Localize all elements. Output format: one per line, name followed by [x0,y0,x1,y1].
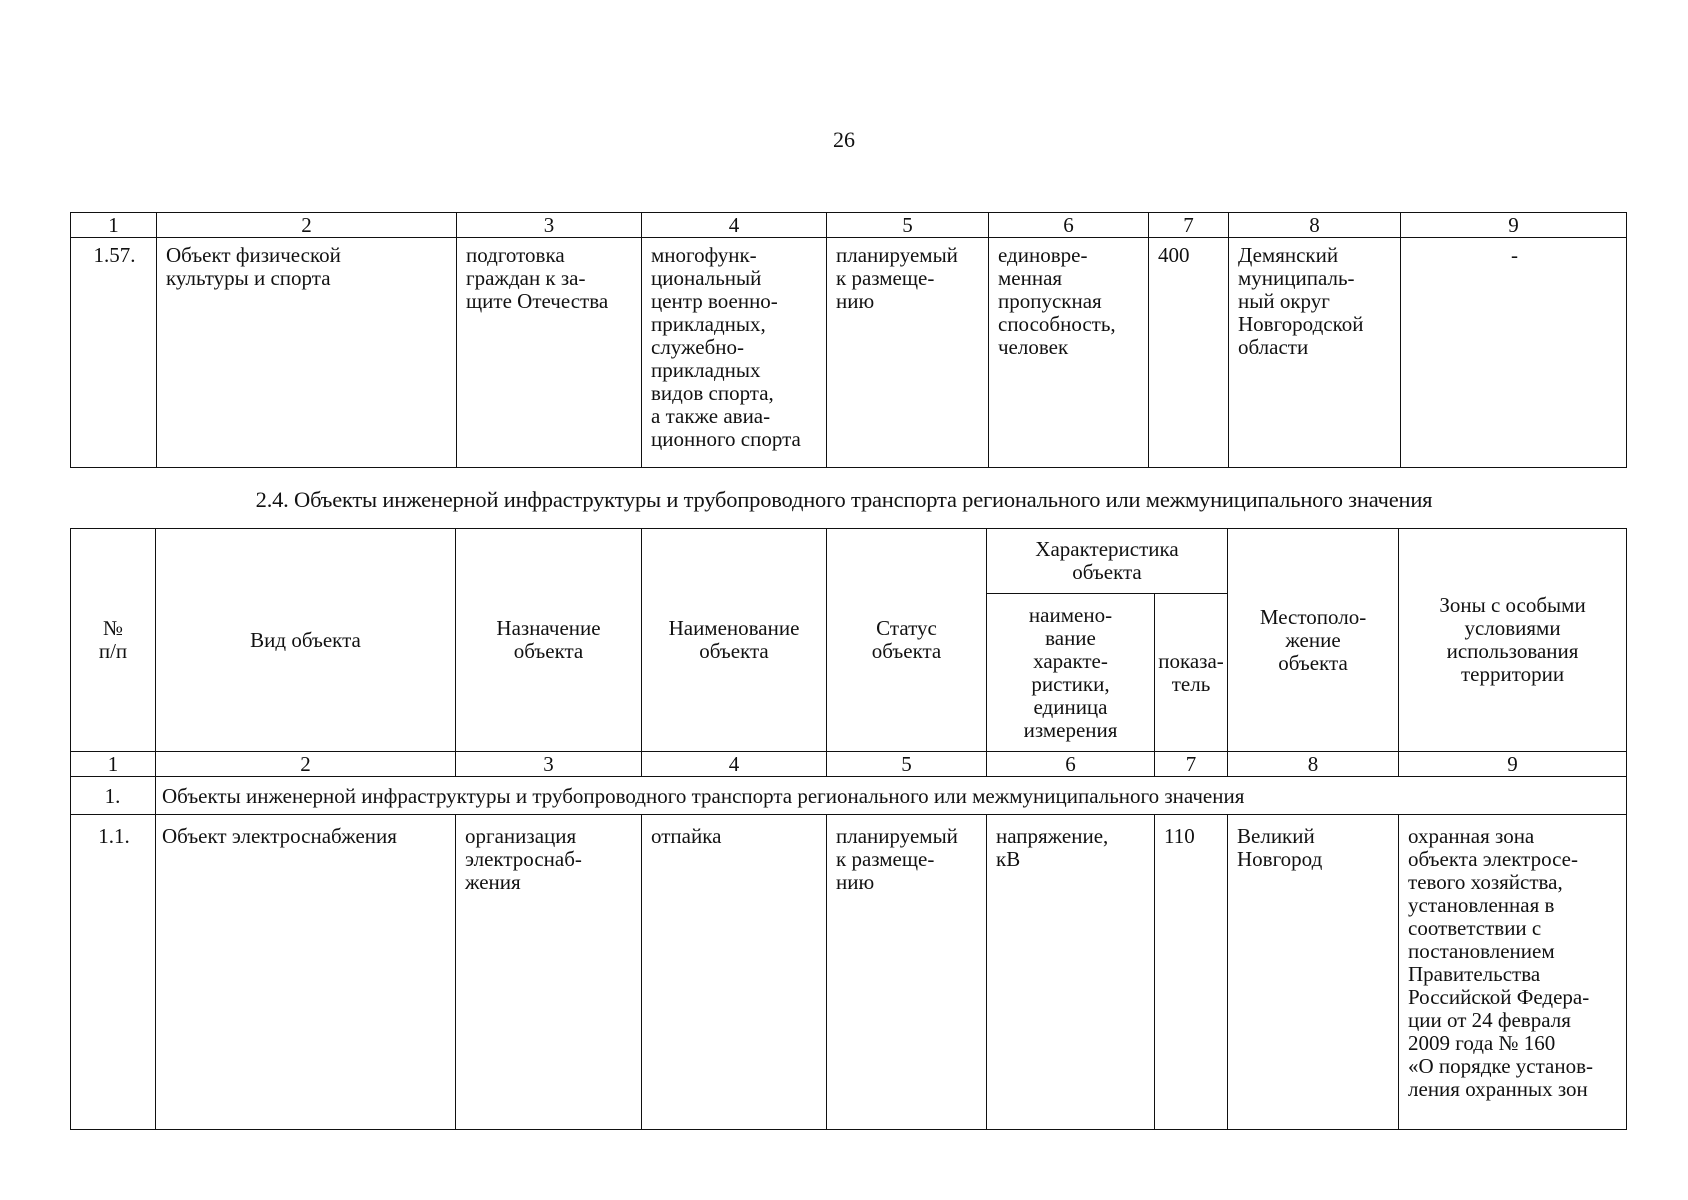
column-number: 9 [1399,752,1627,777]
column-number: 5 [827,213,989,238]
column-number: 9 [1401,213,1627,238]
column-number: 7 [1155,752,1228,777]
type-cell [157,238,457,468]
column-number: 8 [1228,752,1399,777]
row-number: 1.57. [93,243,136,267]
table-engineering-objects [70,528,1627,1130]
char-value-cell [1155,815,1228,1130]
characteristic-value: 400 [1158,243,1190,267]
column-number: 2 [156,752,456,777]
column-number: 3 [456,752,642,777]
header-char-value-label: показа- тель [1158,648,1224,696]
group-row [71,777,1627,815]
header-name [642,529,827,752]
header-status [827,529,987,752]
column-number: 1 [71,213,157,238]
name-cell [642,238,827,468]
special-zones: - [1511,243,1518,267]
table-continuation [70,212,1627,468]
column-number: 2 [157,213,457,238]
column-number: 1 [71,752,156,777]
char-name-cell [989,238,1149,468]
column-number-row [71,213,1627,238]
row-number: 1.1. [98,824,130,848]
status-cell [827,238,989,468]
characteristic-value: 110 [1164,824,1195,848]
characteristic-name: напряжение, кВ [996,824,1109,871]
column-number: 7 [1149,213,1229,238]
column-number: 8 [1229,213,1401,238]
group-number: 1. [104,784,121,808]
header-row [71,529,1627,594]
object-status: планируемый к размеще- нию [836,824,958,894]
header-characteristic [987,529,1228,594]
header-location-label: Местополо- жение объекта [1259,604,1367,675]
location-cell [1228,815,1399,1130]
header-purpose [456,529,642,752]
row-number-cell [71,238,157,468]
location-cell [1229,238,1401,468]
zones-cell [1401,238,1627,468]
purpose-cell [457,238,642,468]
table-row [71,238,1627,468]
type-cell [156,815,456,1130]
header-char-value [1155,594,1228,752]
object-name: отпайка [651,824,722,848]
column-number: 4 [642,213,827,238]
object-name: многофунк- циональный центр военно- прикладных, служебно- прикладных видов спорта, а также авиа- ционного спорта [651,243,801,451]
special-zones: охранная зона объекта электросе- тевого хозяйства, установленная в соответствии с постановлением Правительства Российской Федера- ции от 24 февраля 2009 года № 160 «О порядке установ- ления охранных зон [1408,824,1593,1101]
status-cell [827,815,987,1130]
header-purpose-label: Назначение объекта [496,616,601,663]
table-row [71,815,1627,1130]
header-characteristic-label: Характеристика объекта [1035,537,1179,584]
object-type: Объект электроснабжения [162,824,397,848]
header-status-label: Статус объекта [871,616,942,663]
object-purpose: организация электроснаб- жения [465,824,582,894]
header-zones-label: Зоны с особыми условиями использования территории [1439,593,1586,686]
header-zones [1399,529,1627,752]
object-status: планируемый к размеще- нию [836,243,958,313]
object-location: Великий Новгород [1237,824,1323,871]
row-number-cell [71,815,156,1130]
header-char-name [987,594,1155,752]
characteristic-name: единовре- менная пропускная способность, человек [998,243,1116,359]
zones-cell [1399,815,1627,1130]
page-number: 26 [833,127,855,152]
object-type: Объект физической культуры и спорта [166,243,341,290]
header-type-label: Вид объекта [250,627,361,652]
object-purpose: подготовка граждан к за- щите Отечества [466,243,609,313]
purpose-cell [456,815,642,1130]
header-name-label: Наименование объекта [668,616,800,663]
column-number: 6 [987,752,1155,777]
char-name-cell [987,815,1155,1130]
column-number: 6 [989,213,1149,238]
char-value-cell [1149,238,1229,468]
header-num-label: № п/п [98,616,128,663]
column-number: 4 [642,752,827,777]
object-location: Демянский муниципаль- ный округ Новгородской области [1238,243,1364,359]
column-number: 3 [457,213,642,238]
group-title-cell [156,777,1627,815]
name-cell [642,815,827,1130]
column-number-row [71,752,1627,777]
header-location [1228,529,1399,752]
header-type [156,529,456,752]
column-number: 5 [827,752,987,777]
group-title: Объекты инженерной инфраструктуры и трубопроводного транспорта регионального или межмуниципального значения [162,784,1245,808]
group-number-cell [71,777,156,815]
section-title: 2.4. Объекты инженерной инфраструктуры и трубопроводного транспорта регионального или межмуниципального значения [255,487,1433,512]
header-num [71,529,156,752]
header-char-name-label: наимено- вание характе- ристики, единица измерения [1023,602,1118,742]
